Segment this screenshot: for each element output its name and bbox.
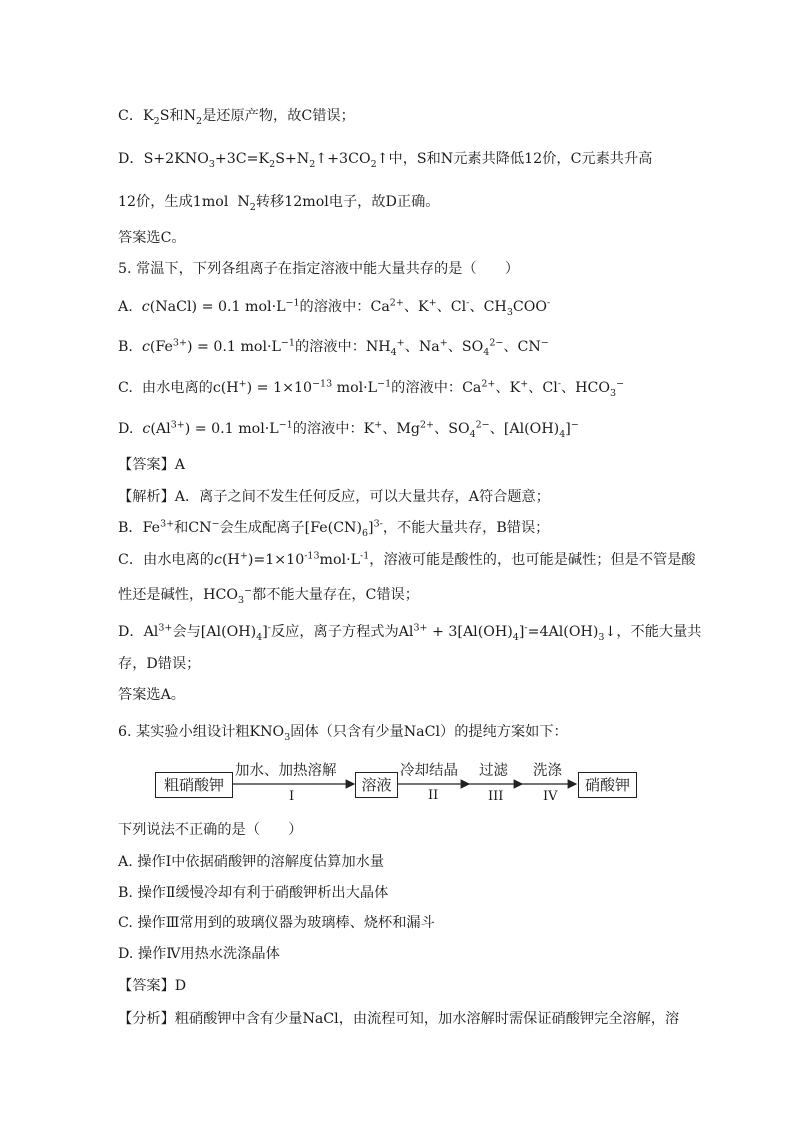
q5-answer: 【答案】A <box>118 457 185 473</box>
q5-option-c: C. 由水电离的$c(H^+) = 1\times 10^{-13}$ $mol\cdot L^{-1}$的溶液中：$Ca^{2+}$、K+、Cl-、$HCO_3^-$ <box>118 378 625 399</box>
q5-option-a: A. c(NaCl) = 0.1 $mol\cdot L^{-1}$的溶液中：$Ca^{2+}$、K+、Cl-、$CH_3COO^-$ <box>118 297 551 318</box>
crude-kno3-box: 粗硝酸钾 <box>155 772 233 798</box>
q5-option-b: B. $c(Fe^{3+}) = 0.1$ $mol\cdot L^{-1}$的溶液中：$NH_4^+$、Na+、$SO_4^{2-}$、CN− <box>118 337 549 358</box>
q5-explanation-3: C．由水电离的$c(H^+)=1\times 10^{-13}mol\cdot L^{-1}$，溶液可能是酸性的，也可能是碱性；但是不管是酸 <box>118 550 696 568</box>
question-5: 5. 常温下，下列各组离子在指定溶液中能大量共存的是（ ） <box>118 261 520 277</box>
step3-number: III <box>488 789 504 804</box>
q5-option-d: D. $c(Al^{3+}) = 0.1$ $mol\cdot L^{-1}$的溶液中：K+、$Mg^{2+}$、$SO_4^{2-}$、$[Al(OH)_4]^-$ <box>118 419 579 440</box>
question-6: 6. 某实验小组设计粗$KNO_3$固体（只含有少量NaCl）的提纯方案如下： <box>118 724 568 743</box>
q5-explanation-6: 存，D错误； <box>118 656 201 672</box>
question-6-stem: 下列说法不正确的是（ ） <box>118 822 303 838</box>
line-d-option: D．$S+2KNO_3+3C=K_2S+N_2↑+3CO_2↑$中，S和N元素共降低12价，C元素共升高 <box>118 151 653 170</box>
q5-answer-line: 答案选A。 <box>118 687 185 703</box>
step1-number: I <box>289 789 295 804</box>
q5-explanation-1: 【解析】A．离子之间不发生任何反应，可以大量共存，A符合题意； <box>118 489 550 505</box>
step3-label: 过滤 <box>479 763 508 779</box>
step2-number: II <box>428 788 439 803</box>
q6-option-b: B. 操作Ⅱ缓慢冷却有利于硝酸钾析出大晶体 <box>118 885 389 901</box>
step4-label: 洗涤 <box>533 763 562 779</box>
q6-option-a: A. 操作Ⅰ中依据硝酸钾的溶解度估算加水量 <box>118 854 385 870</box>
line-c-option: C．$K_2S$和$N_2$是还原产物，故C错误； <box>118 108 355 127</box>
step4-number: IV <box>543 789 558 804</box>
kno3-product-box: 硝酸钾 <box>578 772 637 798</box>
step1-label: 加水、加热溶解 <box>235 763 337 779</box>
q6-option-c: C. 操作Ⅲ常用到的玻璃仪器为玻璃棒、烧杯和漏斗 <box>118 915 435 931</box>
answer-line-4: 答案选C。 <box>118 230 186 246</box>
q5-explanation-2: B．$Fe^{3+}$和CN−会生成配离子$[Fe(CN)_6]^{3-}$，不能大量共存，B错误； <box>118 518 550 539</box>
solution-box: 溶液 <box>355 772 398 798</box>
q5-explanation-4: 性还是碱性，$HCO_3^-$都不能大量存在，C错误； <box>118 585 419 606</box>
line-d-continued: 12价，生成1mol $N_2$转移12mol电子，故D正确。 <box>118 194 440 213</box>
q6-analysis-1: 【分析】粗硝酸钾中含有少量NaCl，由流程可知，加水溶解时需保证硝酸钾完全溶解，溶 <box>118 1011 680 1027</box>
purification-flowchart <box>155 761 645 807</box>
q6-option-d: D. 操作Ⅳ用热水洗涤晶体 <box>118 946 280 962</box>
q5-explanation-5: D．$Al^{3+}$会与$[Al(OH)_4]^-$反应，离子方程式为$Al^{3+}$ + $3[Al(OH)_4]^-=4Al(OH)_3↓$，不能大量共 <box>118 622 702 643</box>
step2-label: 冷却结晶 <box>400 763 458 779</box>
q6-answer: 【答案】D <box>118 978 187 994</box>
